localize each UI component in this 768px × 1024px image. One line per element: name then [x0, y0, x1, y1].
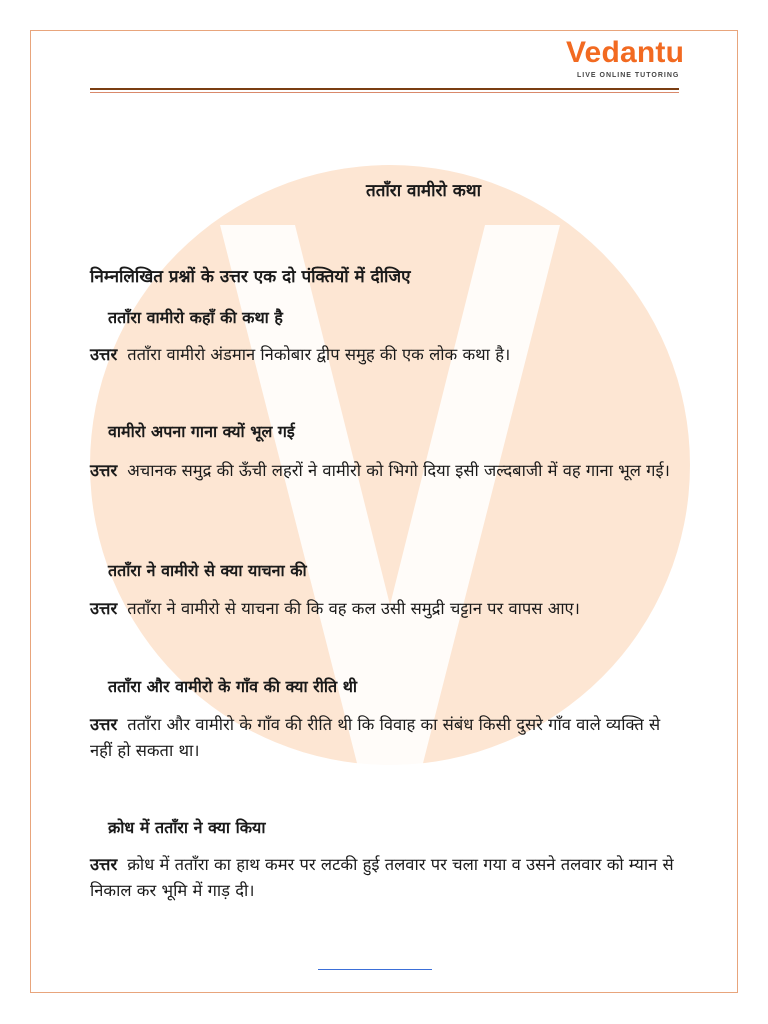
answer-text: तताँरा ने वामीरो से याचना की कि वह कल उसी समुद्री चट्टान पर वापस आए। [127, 599, 580, 618]
answer-text: अचानक समुद्र की ऊँची लहरों ने वामीरो को भिगो दिया इसी जल्दबाजी में वह गाना भूल गई। [127, 461, 670, 480]
instruction-heading: निम्नलिखित प्रश्नों के उत्तर एक दो पंक्तियों में दीजिए [90, 267, 411, 287]
question-5: क्रोध में तताँरा ने क्या किया [108, 818, 266, 837]
answer-label: उत्तर [90, 345, 118, 364]
question-4: तताँरा और वामीरो के गाँव की क्या रीति थी [108, 677, 358, 696]
answer-label: उत्तर [90, 599, 118, 618]
answer-text: तताँरा वामीरो अंडमान निकोबार द्वीप समुह की एक लोक कथा है। [127, 345, 511, 364]
answer-1 [90, 342, 682, 368]
answer-text: क्रोध में तताँरा का हाथ कमर पर लटकी हुई तलवार पर चला गया व उसने तलवार को म्यान से निकाल कर भूमि में गाड़ दी। [90, 855, 674, 900]
question-1: तताँरा वामीरो कहाँ की कथा है [108, 308, 283, 327]
header-rule-secondary [90, 92, 679, 93]
question-3: तताँरा ने वामीरो से क्या याचना की [108, 561, 307, 580]
logo-wordmark: Vedantu [566, 36, 685, 69]
vedantu-logo [566, 36, 684, 84]
answer-label: उत्तर [90, 855, 118, 874]
footer-link-underline[interactable] [318, 969, 432, 970]
answer-3 [90, 596, 682, 622]
answer-5 [90, 852, 682, 904]
header-rule [90, 88, 679, 90]
answer-label: उत्तर [90, 461, 118, 480]
answer-text: तताँरा और वामीरो के गाँव की रीति थी कि विवाह का संबंध किसी दुसरे गाँव वाले व्यक्ति से नहीं हो सकता था। [90, 715, 661, 760]
answer-2 [90, 458, 682, 484]
answer-4 [90, 712, 682, 764]
logo-tagline: LIVE ONLINE TUTORING [577, 72, 680, 79]
question-2: वामीरो अपना गाना क्यों भूल गई [108, 422, 295, 441]
answer-label: उत्तर [90, 715, 118, 734]
document-title: तताँरा वामीरो कथा [366, 181, 482, 201]
